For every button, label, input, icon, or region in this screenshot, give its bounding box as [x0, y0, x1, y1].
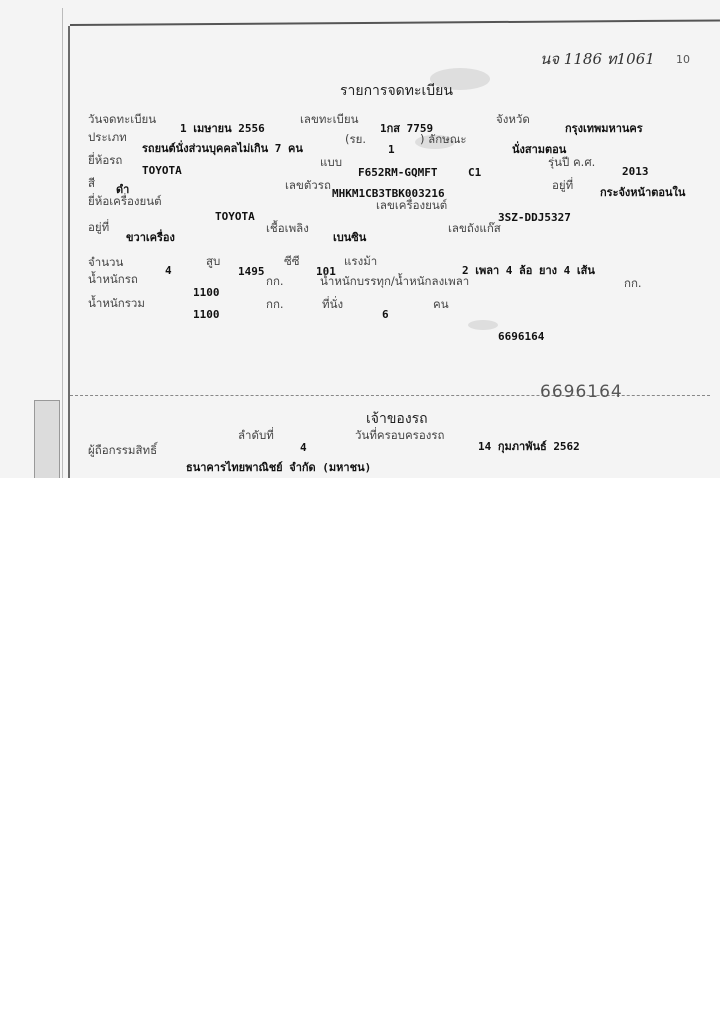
- brand-label: ยี่ห้อรถ: [88, 153, 123, 167]
- fuel-value: เบนซิน: [333, 231, 367, 244]
- registration-title: รายการจดทะเบียน: [340, 83, 453, 99]
- weight-kg-label: กก.: [266, 274, 284, 288]
- type-value: รถยนต์นั่งส่วนบุคคลไม่เกิน 7 คน: [142, 142, 303, 155]
- brand-value: TOYOTA: [142, 164, 182, 177]
- reg-date-value: 1 เมษายน 2556: [180, 122, 265, 135]
- model-label: แบบ: [320, 155, 343, 169]
- ror-label: (รย.: [345, 132, 367, 146]
- year-value: 2013: [622, 165, 649, 178]
- load-label: น้ำหนักบรรทุก/น้ำหนักลงเพลา: [320, 274, 470, 288]
- cc-value: 1495: [238, 265, 265, 278]
- scanned-document: [0, 0, 720, 478]
- color-label: สี: [88, 176, 96, 190]
- axles-wheels-value: 2 เพลา 4 ล้อ ยาง 4 เส้น: [462, 264, 595, 277]
- province-label: จังหวัด: [496, 112, 530, 126]
- engine-brand-label: ยี่ห้อเครื่องยนต์: [88, 194, 162, 208]
- serial-number: 6696164: [498, 330, 545, 343]
- seats-value: 6: [382, 308, 389, 321]
- owner-seq-label: ลำดับที่: [238, 428, 274, 442]
- fuel-label: เชื้อเพลิง: [266, 221, 309, 235]
- chassis-value: MHKM1CB3TBK003216: [332, 187, 445, 200]
- holder-label: ผู้ถือกรรมสิทธิ์: [88, 443, 158, 457]
- owner-date-label: วันที่ครอบครองรถ: [355, 428, 445, 442]
- weight-label: น้ำหนักรถ: [88, 272, 138, 286]
- model-value: F652RM-GQMFT: [358, 166, 438, 179]
- count-label: จำนวน: [88, 255, 124, 269]
- plate-value: 1กส 7759: [380, 122, 434, 135]
- gross-weight-value: 1100: [193, 308, 220, 321]
- smudge: [468, 320, 498, 330]
- form-top-border: [70, 19, 720, 26]
- side-sticker: [34, 400, 60, 478]
- cylinder-unit-label: สูบ: [206, 254, 221, 268]
- province-value: กรุงเทพมหานคร: [565, 122, 643, 135]
- engine-no-value: 3SZ-DDJ5327: [498, 211, 571, 224]
- cc-label: ซีซี: [284, 254, 300, 268]
- seats-label: ที่นั่ง: [322, 297, 344, 311]
- engine-brand-value: TOYOTA: [215, 210, 255, 223]
- feature-value: นั่งสามตอน: [512, 143, 567, 156]
- owner-seq-value: 4: [300, 441, 307, 454]
- model-code-value: C1: [468, 166, 482, 179]
- color-value: ดำ: [116, 183, 130, 196]
- horsepower-label: แรงม้า: [344, 254, 378, 268]
- engine-location-label: อยู่ที่: [88, 220, 110, 234]
- gross-kg-label: กก.: [266, 297, 284, 311]
- chassis-location-value: กระจังหน้าตอนใน: [600, 186, 686, 199]
- reg-date-label: วันจดทะเบียน: [88, 112, 157, 126]
- owner-date-value: 14 กุมภาพันธ์ 2562: [478, 440, 580, 453]
- owner-title: เจ้าของรถ: [366, 411, 428, 427]
- gross-weight-label: น้ำหนักรวม: [88, 296, 145, 310]
- page-number: 10: [676, 53, 690, 66]
- engine-location-value: ขวาเครื่อง: [126, 231, 175, 244]
- ror-value: 1: [388, 143, 395, 156]
- horsepower-value: 101: [316, 265, 336, 278]
- load-kg-label: กก.: [624, 276, 642, 290]
- engine-no-label: เลขเครื่องยนต์: [376, 198, 448, 212]
- weight-value: 1100: [193, 286, 220, 299]
- form-left-border: [68, 26, 70, 478]
- handwritten-number: นจ 1186 ท1061: [540, 50, 655, 68]
- type-label: ประเภท: [88, 130, 127, 144]
- scan-edge-line: [62, 8, 63, 478]
- feature-label: ) ลักษณะ: [420, 132, 467, 146]
- gas-tank-label: เลขถังแก๊ส: [448, 221, 501, 235]
- year-label: รุ่นปี ค.ศ.: [548, 155, 596, 169]
- chassis-location-label: อยู่ที่: [552, 178, 574, 192]
- holder-value: ธนาคารไทยพาณิชย์ จำกัด (มหาชน): [186, 461, 372, 474]
- cylinders-value: 4: [165, 264, 172, 277]
- plate-label: เลขทะเบียน: [300, 112, 359, 126]
- persons-label: คน: [433, 297, 449, 311]
- chassis-label: เลขตัวรถ: [285, 178, 331, 192]
- big-serial-number: 6696164: [540, 382, 623, 402]
